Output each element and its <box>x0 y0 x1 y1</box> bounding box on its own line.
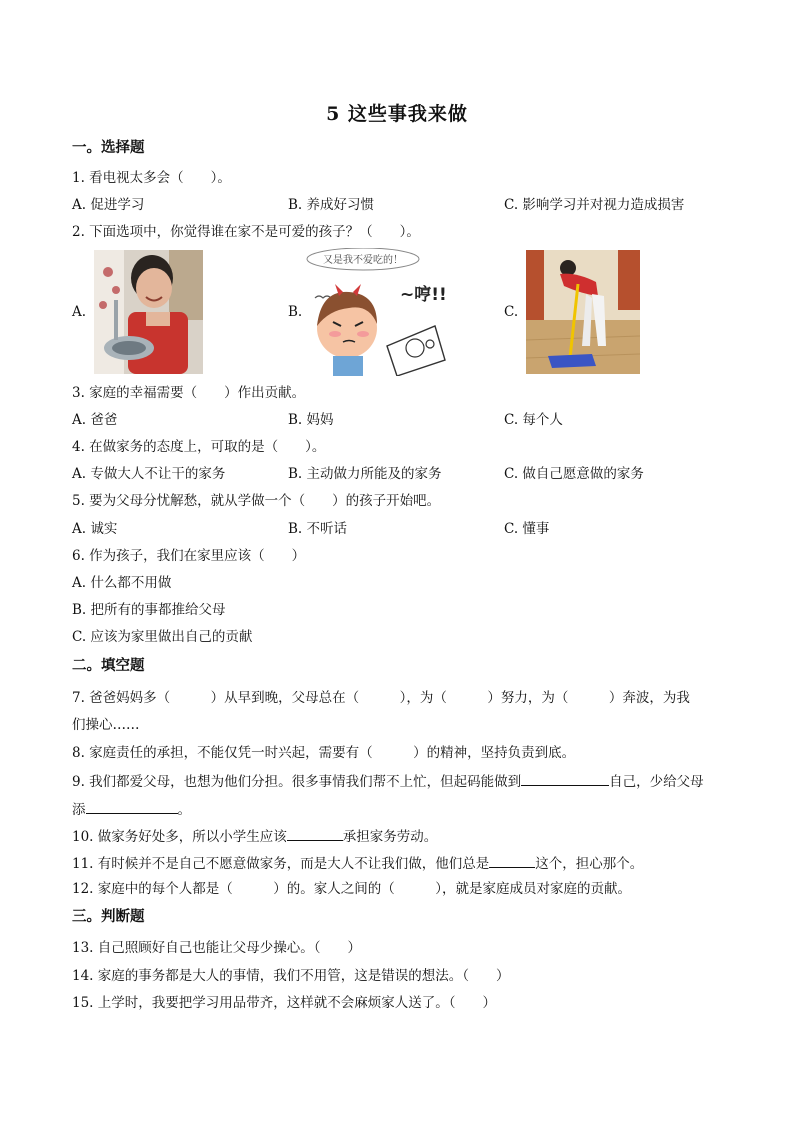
question-11-text-1: 11. 有时候并不是自己不愿意做家务，而是大人不让我们做，他们总是 <box>72 856 490 872</box>
question-11 <box>72 853 643 873</box>
question-9-text-1: 9. 我们都爱父母，也想为他们分担。很多事情我们帮不上忙，但起码能做到 <box>72 774 522 790</box>
question-9-text-3: 添 <box>72 802 86 818</box>
section-fill-heading: 二。填空题 <box>72 657 145 674</box>
question-10 <box>72 826 437 846</box>
question-1-option-a: A. 促进学习 <box>72 197 145 213</box>
question-4-stem: 4. 在做家务的态度上，可取的是（ ）。 <box>72 439 326 455</box>
question-14: 14. 家庭的事务都是大人的事情，我们不用管，这是错误的想法。（ ） <box>72 968 510 984</box>
question-12: 12. 家庭中的每个人都是（ ）的。家人之间的（ ），就是家庭成员对家庭的贡献。 <box>72 881 632 897</box>
hum-exclamation: ~哼!! <box>400 285 447 305</box>
speech-bubble-text: 又是我不爱吃的！ <box>323 255 403 266</box>
question-1-stem: 1. 看电视太多会（ ）。 <box>72 170 231 186</box>
question-2-option-a-label: A. <box>72 304 87 320</box>
question-9-text-4: 。 <box>177 802 191 818</box>
page-title: 5 这些事我来做 <box>326 103 468 125</box>
question-15: 15. 上学时，我要把学习用品带齐，这样就不会麻烦家人送了。（ ） <box>72 995 497 1011</box>
question-5-option-c: C. 懂事 <box>504 521 550 537</box>
question-2-option-c-label: C. <box>504 304 519 320</box>
question-2-stem: 2. 下面选项中，你觉得谁在家不是可爱的孩子？（ ）。 <box>72 224 420 240</box>
child-mopping-floor-photo <box>526 250 640 374</box>
question-9-blank-2[interactable] <box>86 799 178 814</box>
question-6-option-b: B. 把所有的事都推给父母 <box>72 602 226 618</box>
question-5-stem: 5. 要为父母分忧解愁，就从学做一个（ ）的孩子开始吧。 <box>72 493 441 509</box>
question-7-line-2: 们操心…… <box>72 717 140 733</box>
question-4-option-b: B. 主动做力所能及的家务 <box>288 466 442 482</box>
question-5-option-b: B. 不听话 <box>288 521 348 537</box>
question-13: 13. 自己照顾好自己也能让父母少操心。（ ） <box>72 940 362 956</box>
section-choice-heading: 一。选择题 <box>72 139 145 156</box>
angry-child-cartoon <box>305 248 450 376</box>
question-1-option-b: B. 养成好习惯 <box>288 197 375 213</box>
question-5-option-a: A. 诚实 <box>72 521 118 537</box>
question-11-blank[interactable] <box>489 853 535 868</box>
question-4-option-a: A. 专做大人不让干的家务 <box>72 466 226 482</box>
question-9-line-2 <box>72 799 191 819</box>
question-3-option-b: B. 妈妈 <box>288 412 334 428</box>
question-8: 8. 家庭责任的承担，不能仅凭一时兴起，需要有（ ）的精神，坚持负责到底。 <box>72 745 576 761</box>
question-6-option-a: A. 什么都不用做 <box>72 575 172 591</box>
question-2-option-b-label: B. <box>288 304 303 320</box>
question-3-stem: 3. 家庭的幸福需要（ ）作出贡献。 <box>72 385 306 401</box>
section-judge-heading: 三。判断题 <box>72 908 145 925</box>
question-4-option-c: C. 做自己愿意做的家务 <box>504 466 644 482</box>
question-10-text-2: 承担家务劳动。 <box>342 829 438 845</box>
question-1-option-c: C. 影响学习并对视力造成损害 <box>504 197 685 213</box>
question-10-blank[interactable] <box>287 826 343 841</box>
question-9-text-2: 自己，少给父母 <box>609 774 704 790</box>
question-11-text-2: 这个，担心那个。 <box>535 856 644 872</box>
question-10-text-1: 10. 做家务好处多，所以小学生应该 <box>72 829 287 845</box>
question-6-stem: 6. 作为孩子，我们在家里应该（ ） <box>72 548 306 564</box>
boy-washing-dishes-photo <box>94 250 203 374</box>
question-9-line-1 <box>72 771 704 791</box>
question-3-option-a: A. 爸爸 <box>72 412 118 428</box>
question-7-line-1: 7. 爸爸妈妈多（ ）从早到晚，父母总在（ ），为（ ）努力，为（ ）奔波，为我 <box>72 690 690 706</box>
question-9-blank-1[interactable] <box>521 771 609 786</box>
question-3-option-c: C. 每个人 <box>504 412 563 428</box>
question-6-option-c: C. 应该为家里做出自己的贡献 <box>72 629 253 645</box>
